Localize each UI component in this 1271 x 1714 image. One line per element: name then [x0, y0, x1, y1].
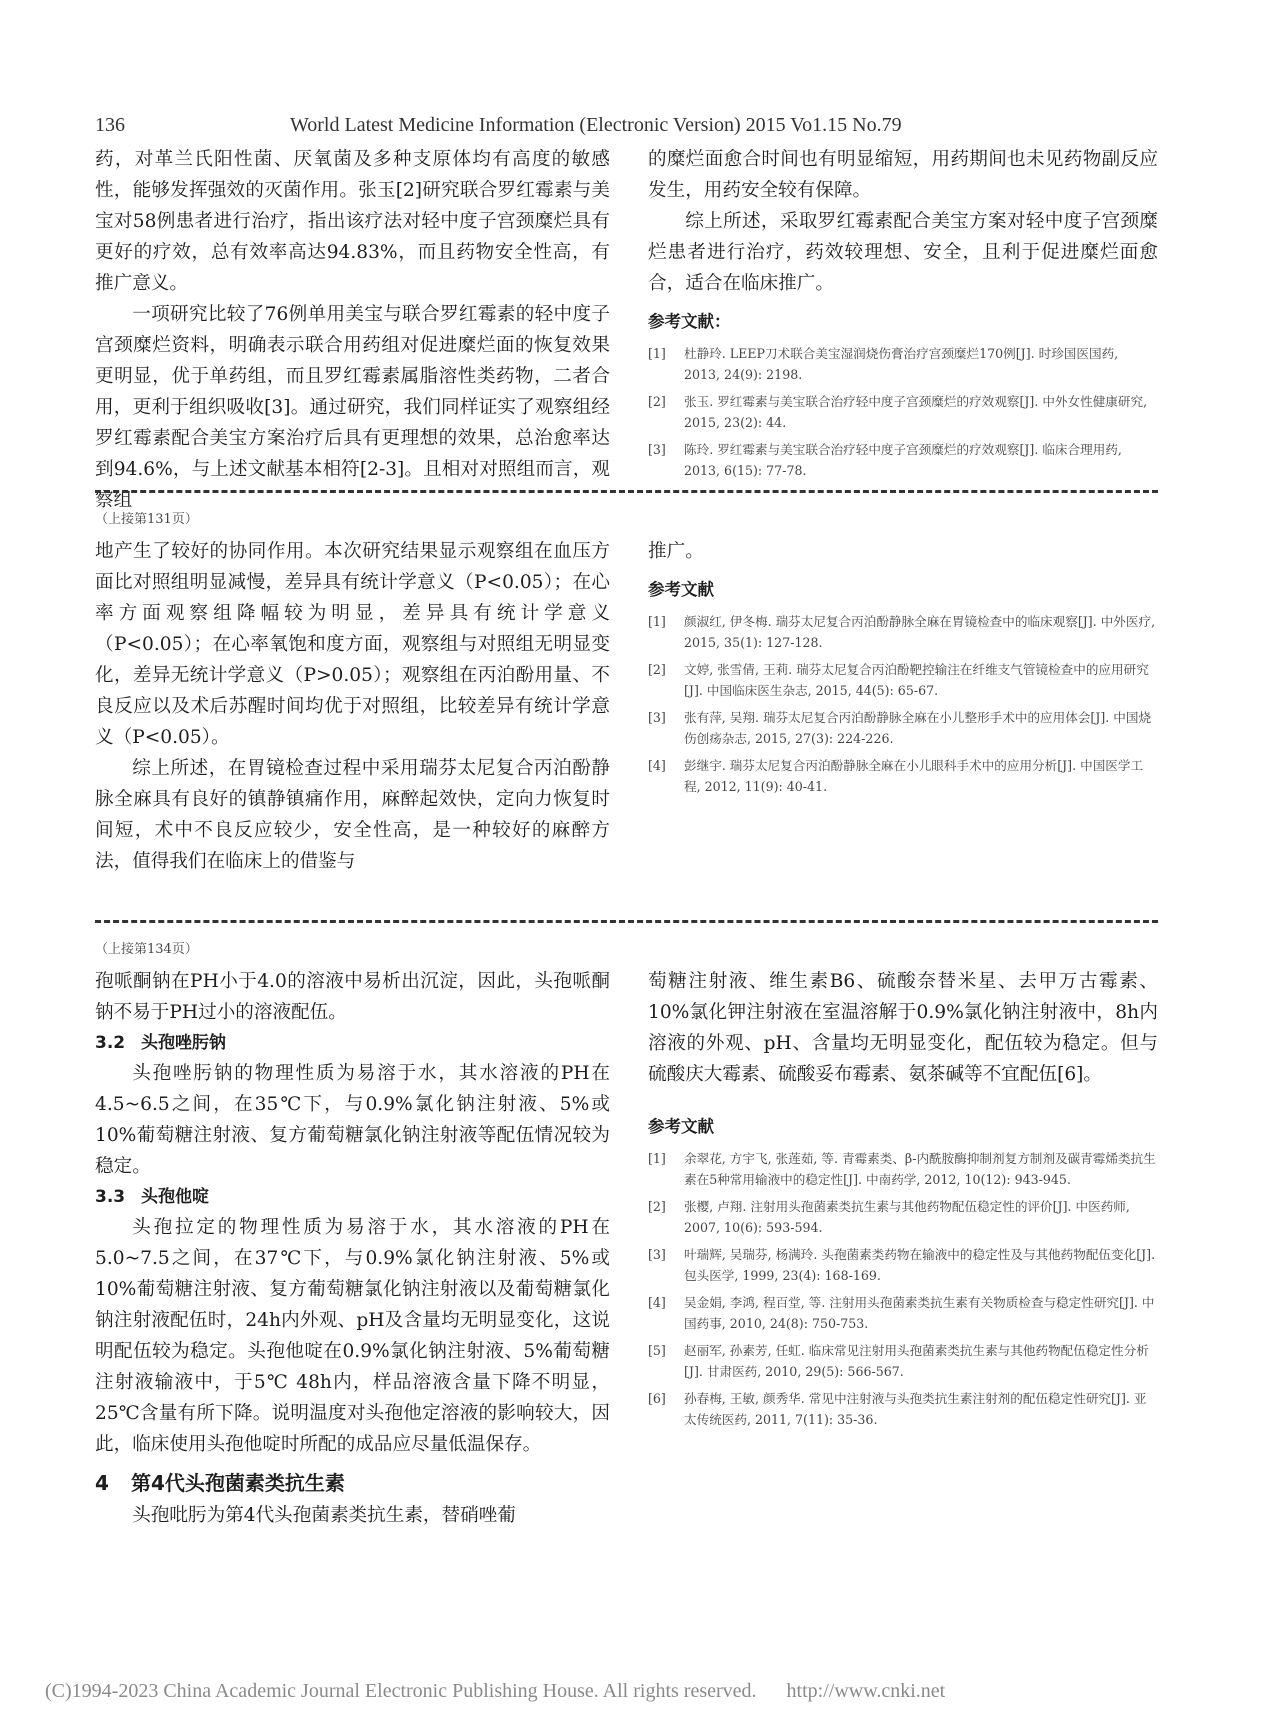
continued-note: （上接第134页）	[95, 942, 198, 957]
paragraph: 头孢吡肟为第4代头孢菌素类抗生素，替硝唑葡	[132, 1505, 516, 1526]
website-link[interactable]: http://www.cnki.net	[786, 1680, 946, 1702]
reference-item: [6] 孙春梅, 王敏, 颜秀华. 常见中注射液与头孢类抗生素注射剂的配伍稳定性研究[J]. 亚太传统医药, 2011, 7(11): 35-36.	[648, 1391, 1147, 1427]
references-heading: 参考文献	[648, 1117, 714, 1136]
reference-item: [3] 陈玲. 罗红霉素与美宝联合治疗轻中度子宫颈糜烂的疗效观察[J]. 临床合理用药, 2013, 6(15): 77-78.	[648, 442, 1122, 478]
section1-left-column	[95, 144, 610, 516]
section2-right-column	[648, 536, 1158, 803]
subsection-heading: 3.3 头孢他啶	[95, 1187, 209, 1207]
section3-left-column	[95, 966, 610, 1531]
section-divider	[95, 920, 1158, 923]
paragraph: 综上所述，采取罗红霉素配合美宝方案对轻中度子宫颈糜烂患者进行治疗，药效较理想、安全，且利于促进糜烂面愈合，适合在临床推广。	[648, 211, 1158, 294]
paragraph: 地产生了较好的协同作用。本次研究结果显示观察组在血压方面比对照组明显减慢，差异具有统计学意义（P<0.05）；在心率方面观察组降幅较为明显，差异具有统计学意义（P<0.05）；在心率氧饱和度方面，观察组与对照组无明显变化，差异无统计学意义（P>0.05）；观察组在丙泊酚用量、不良反应以及术后苏醒时间均优于对照组，比较差异有统计学意义（P<0.05）。	[95, 541, 610, 748]
section3-right-column	[648, 966, 1158, 1436]
subsection-heading: 3.2 头孢唑肟钠	[95, 1033, 226, 1053]
journal-title: World Latest Medicine Information (Electronic Version) 2015 Vo1.15 No.79	[290, 114, 902, 136]
paragraph: 的糜烂面愈合时间也有明显缩短，用药期间也未见药物副反应发生，用药安全较有保障。	[648, 149, 1158, 201]
paragraph: 头孢拉定的物理性质为易溶于水，其水溶液的PH在5.0~7.5之间，在37℃下，与0.9%氯化钠注射液、5%或10%葡萄糖注射液、复方葡萄糖氯化钠注射液以及葡萄糖氯化钠注射液配伍时，24h内外观、pH及含量均无明显变化，这说明配伍较为稳定。头孢他啶在0.9%氯化钠注射液、5%葡萄糖注射液输液中，于5℃ 48h内，样品溶液含量下降不明显，25℃含量有所下降。说明温度对头孢他定溶液的影响较大，因此，临床使用头孢他啶时所配的成品应尽量低温保存。	[95, 1217, 610, 1455]
section-divider	[95, 490, 1158, 493]
reference-item: [3] 张有萍, 吴翔. 瑞芬太尼复合丙泊酚静脉全麻在小儿整形手术中的应用体会[J]. 中国烧伤创疡杂志, 2015, 27(3): 224-226.	[648, 710, 1152, 746]
paragraph: 一项研究比较了76例单用美宝与联合罗红霉素的轻中度子宫颈糜烂资料，明确表示联合用药组对促进糜烂面的恢复效果更明显，优于单药组，而且罗红霉素属脂溶性类药物，二者合用，更利于组织吸收[3]。通过研究，我们同样证实了观察组经罗红霉素配合美宝方案治疗后具有更理想的效果，总治愈率达到94.6%，与上述文献基本相符[2-3]。且相对对照组而言，观察组	[95, 304, 610, 511]
reference-item: [3] 叶瑞辉, 吴瑞芬, 杨满玲. 头孢菌素类药物在输液中的稳定性及与其他药物配伍变化[J]. 包头医学, 1999, 23(4): 168-169.	[648, 1247, 1156, 1283]
copyright-text: (C)1994-2023 China Academic Journal Electronic Publishing House. All rights reserved.	[45, 1680, 757, 1702]
reference-item: [4] 吴金娟, 李鸿, 程百堂, 等. 注射用头孢菌素类抗生素有关物质检查与稳定性研究[J]. 中国药事, 2010, 24(8): 750-753.	[648, 1295, 1155, 1331]
reference-item: [1] 余翠花, 方宇飞, 张莲茹, 等. 青霉素类、β-内酰胺酶抑制剂复方制剂及碳青霉烯类抗生素在5种常用输液中的稳定性[J]. 中南药学, 2012, 10(12): 943-945.	[648, 1151, 1156, 1187]
paragraph: 头孢唑肟钠的物理性质为易溶于水，其水溶液的PH在4.5~6.5之间，在35℃下，与0.9%氯化钠注射液、5%或10%葡萄糖注射液、复方葡萄糖氯化钠注射液等配伍情况较为稳定。	[95, 1063, 610, 1177]
section2-left-column	[95, 536, 610, 877]
article-section-2	[95, 508, 1158, 908]
reference-item: [5] 赵丽军, 孙素芳, 任虹. 临床常见注射用头孢菌素类抗生素与其他药物配伍稳定性分析[J]. 甘肃医药, 2010, 29(5): 566-567.	[648, 1343, 1149, 1379]
page-header	[95, 110, 1158, 140]
copyright-footer	[45, 1680, 945, 1703]
paragraph: 孢哌酮钠在PH小于4.0的溶液中易析出沉淀，因此，头孢哌酮钠不易于PH过小的溶液配伍。	[95, 971, 610, 1023]
paragraph: 综上所述，在胃镜检查过程中采用瑞芬太尼复合丙泊酚静脉全麻具有良好的镇静镇痛作用，麻醉起效快，定向力恢复时间短，术中不良反应较少，安全性高，是一种较好的麻醉方法，值得我们在临床上的借鉴与	[95, 758, 610, 872]
paragraph: 萄糖注射液、维生素B6、硫酸奈替米星、去甲万古霉素、10%氯化钾注射液在室温溶解于0.9%氯化钠注射液中，8h内溶液的外观、pH、含量均无明显变化，配伍较为稳定。但与硫酸庆大霉素、硫酸妥布霉素、氨茶碱等不宜配伍[6]。	[648, 971, 1158, 1085]
references-heading: 参考文献	[648, 580, 714, 599]
continued-note: （上接第131页）	[95, 512, 198, 527]
paragraph: 推广。	[648, 541, 704, 562]
paragraph: 药，对革兰氏阳性菌、厌氧菌及多种支原体均有高度的敏感性，能够发挥强效的灭菌作用。张玉[2]研究联合罗红霉素与美宝对58例患者进行治疗，指出该疗法对轻中度子宫颈糜烂具有更好的疗效，总有效率高达94.83%，而且药物安全性高，有推广意义。	[95, 149, 610, 294]
reference-item: [2] 张樱, 卢翔. 注射用头孢菌素类抗生素与其他药物配伍稳定性的评价[J]. 中医药师, 2007, 10(6): 593-594.	[648, 1199, 1130, 1235]
reference-item: [1] 杜静玲. LEEP刀术联合美宝湿润烧伤膏治疗宫颈糜烂170例[J]. 时珍国医国药, 2013, 24(9): 2198.	[648, 346, 1119, 382]
reference-item: [1] 颜淑红, 伊冬梅. 瑞芬太尼复合丙泊酚静脉全麻在胃镜检查中的临床观察[J]. 中外医疗, 2015, 35(1): 127-128.	[648, 614, 1156, 650]
page-number: 136	[95, 114, 125, 136]
article-section-1	[95, 144, 1158, 511]
section1-right-column	[648, 144, 1158, 487]
reference-item: [2] 张玉. 罗红霉素与美宝联合治疗轻中度子宫颈糜烂的疗效观察[J]. 中外女性健康研究, 2015, 23(2): 44.	[648, 394, 1148, 430]
article-section-3	[95, 938, 1158, 1638]
reference-item: [2] 文婷, 张雪倩, 王莉. 瑞芬太尼复合丙泊酚靶控输注在纤维支气管镜检查中的应用研究[J]. 中国临床医生杂志, 2015, 44(5): 65-67.	[648, 662, 1149, 698]
references-heading: 参考文献：	[648, 312, 731, 331]
section-heading: 4 第4代头孢菌素类抗生素	[95, 1471, 345, 1495]
reference-item: [4] 彭继宇. 瑞芬太尼复合丙泊酚静脉全麻在小儿眼科手术中的应用分析[J]. 中国医学工程, 2012, 11(9): 40-41.	[648, 758, 1144, 794]
